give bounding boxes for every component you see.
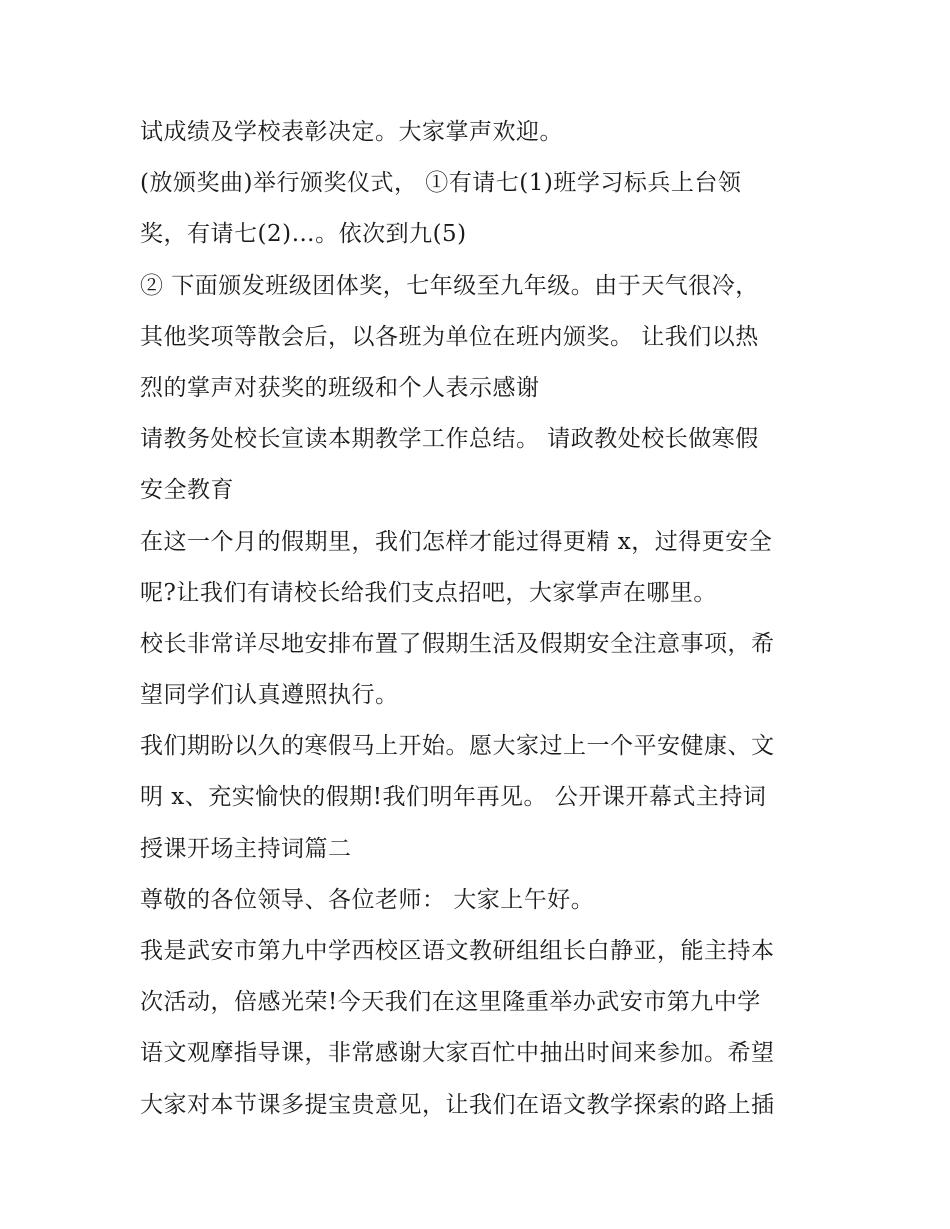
text-line: 奖，有请七(2)…。依次到九(5) <box>140 221 467 248</box>
text-line: 次活动，倍感光荣!今天我们在这里隆重举办武安市第九中学 <box>140 989 761 1016</box>
text-line: ② 下面颁发班级团体奖，七年级至九年级。由于天气很冷， <box>140 272 759 299</box>
text-line: 试成绩及学校表彰决定。大家掌声欢迎。 <box>140 119 563 145</box>
text-line: 我是武安市第九中学西校区语文教研组组长白静亚，能主持本 <box>140 938 775 964</box>
text-line: 请教务处校长宣读本期教学工作总结。 请政教处校长做寒假 <box>140 426 759 453</box>
text-line: 其他奖项等散会后，以各班为单位在班内颁奖。 让我们以热 <box>140 323 759 350</box>
text-line: 校长非常详尽地安排布置了假期生活及假期安全注意事项，希 <box>140 630 775 657</box>
text-line: 明 x、充实愉快的假期!我们明年再见。 公开课开幕式主持词 <box>140 784 767 811</box>
text-line: 烈的掌声对获奖的班级和个人表示感谢 <box>140 374 540 401</box>
text-line: 大家对本节课多提宝贵意见，让我们在语文教学探索的路上插 <box>140 1091 775 1118</box>
text-line: 我们期盼以久的寒假马上开始。愿大家过上一个平安健康、文 <box>140 733 775 760</box>
text-line: (放颁奖曲)举行颁奖仪式， ①有请七(1)班学习标兵上台领 <box>140 170 742 197</box>
text-line: 尊敬的各位领导、各位老师： 大家上午好。 <box>140 886 595 913</box>
text-line: 呢?让我们有请校长给我们支点招吧，大家掌声在哪里。 <box>140 579 717 606</box>
document-body <box>140 107 820 1131</box>
text-line: 授课开场主持词篇二 <box>140 835 352 862</box>
text-line: 安全教育 <box>140 477 234 504</box>
text-line: 望同学们认真遵照执行。 <box>140 682 399 709</box>
text-line: 在这一个月的假期里，我们怎样才能过得更精 x，过得更安全 <box>140 528 773 555</box>
text-line: 语文观摩指导课，非常感谢大家百忙中抽出时间来参加。希望 <box>140 1040 775 1067</box>
